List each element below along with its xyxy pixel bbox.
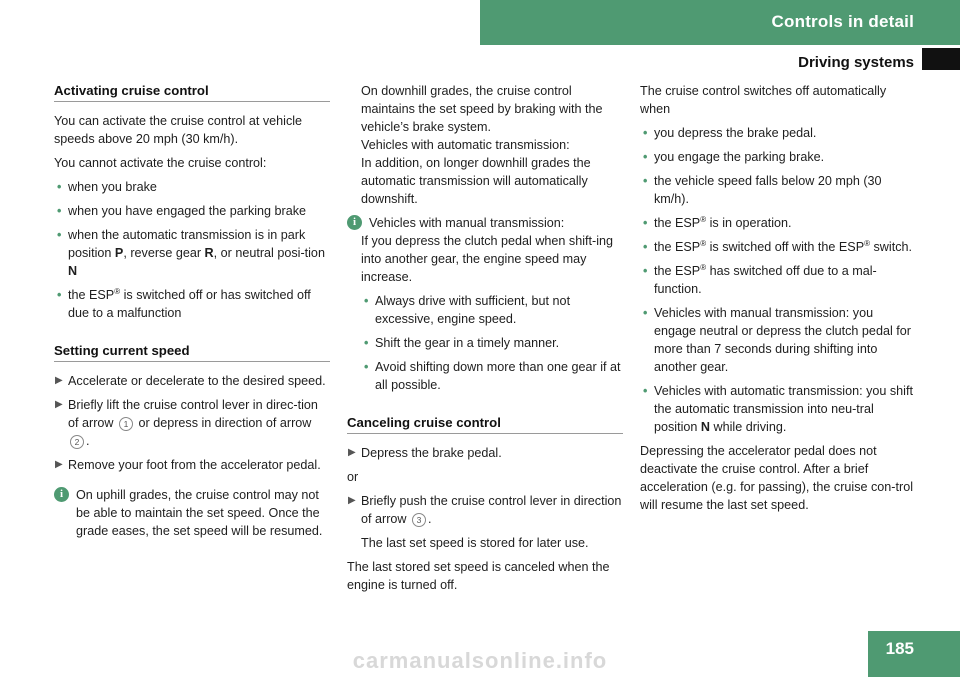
column-2 — [347, 82, 623, 600]
paragraph: The last stored set speed is canceled when the engine is turned off. — [347, 560, 610, 592]
step: ▶ Remove your foot from the accelerator pedal. — [55, 458, 321, 472]
bullet-icon: • — [643, 240, 648, 254]
bullet-icon: • — [643, 384, 648, 398]
list-item: • the ESP® is switched off with the ESP® switch. — [643, 238, 912, 254]
callout-2-icon: 2 — [70, 435, 84, 449]
info-note: i On uphill grades, the cruise control may not be able to maintain the set speed. Once the grade eases, the set speed will be resumed. — [54, 486, 330, 540]
list-item: • Shift the gear in a timely manner. — [364, 336, 560, 350]
callout-1-icon: 1 — [119, 417, 133, 431]
step: ▶ Accelerate or decelerate to the desired speed. — [55, 374, 326, 388]
info-note: i Vehicles with manual transmission: If you depress the clutch pedal when shift-ing into another gear, the engine speed may increase. — [347, 214, 623, 286]
step-arrow-icon: ▶ — [348, 495, 356, 506]
list-item: • you engage the parking brake. — [643, 150, 825, 164]
paragraph: The cruise control switches off automatically when — [640, 84, 887, 116]
step-arrow-icon: ▶ — [55, 459, 63, 470]
bullet-icon: • — [57, 288, 62, 302]
list-item: • the ESP® is in operation. — [643, 214, 792, 230]
bullet-icon: • — [643, 306, 648, 320]
page-number: 185 — [885, 639, 914, 658]
bullet-icon: • — [57, 180, 62, 194]
bullet-icon: • — [364, 336, 369, 350]
list-item: • you depress the brake pedal. — [643, 126, 817, 140]
list-item: • Vehicles with manual transmission: you engage neutral or depress the clutch pedal for more than 7 seconds during shifting into another gear. — [643, 306, 911, 374]
watermark: carmanualsonline.info — [352, 648, 608, 673]
list-item: • when the automatic transmission is in park position P, reverse gear R, or neutral posi-tion N — [57, 228, 325, 278]
list-item: • when you brake — [57, 180, 157, 194]
step: ▶ Briefly lift the cruise control lever in direc-tion of arrow 1 or depress in direction of arrow 2 . — [55, 398, 318, 448]
paragraph: You cannot activate the cruise control: — [54, 156, 267, 170]
bullet-icon: • — [643, 174, 648, 188]
list-item: • Always drive with sufficient, but not excessive, engine speed. — [364, 294, 571, 326]
bullet-icon: • — [643, 216, 648, 230]
column-1 — [54, 82, 330, 546]
bullet-icon: • — [643, 126, 648, 140]
step-note: The last set speed is stored for later use. — [361, 536, 589, 550]
paragraph: On downhill grades, the cruise control maintains the set speed by braking with the vehicle’s brake system. Vehicles with automatic transmission: In addition, on longer downhill grades the automatic transmission will automatically downshift. — [361, 84, 603, 206]
paragraph: Depressing the accelerator pedal does not deactivate the cruise control. After a brief acceleration (e.g. for passing), the cruise con-trol will resume the last set speed. — [640, 444, 913, 512]
column-3 — [640, 82, 916, 520]
info-icon: i — [54, 487, 69, 502]
info-icon: i — [347, 215, 362, 230]
callout-3-icon: 3 — [412, 513, 426, 527]
step-arrow-icon: ▶ — [55, 375, 63, 386]
or-text: or — [347, 470, 359, 484]
list-item: • when you have engaged the parking brake — [57, 204, 307, 218]
canceling-heading: Canceling cruise control — [347, 414, 623, 434]
setting-heading: Setting current speed — [54, 342, 330, 362]
step-arrow-icon: ▶ — [55, 399, 63, 410]
step: ▶ Depress the brake pedal. — [348, 446, 502, 460]
chapter-title: Controls in detail — [771, 12, 914, 31]
step: ▶ Briefly push the cruise control lever in direction of arrow 3 . — [348, 494, 622, 526]
bullet-icon: • — [643, 264, 648, 278]
bullet-icon: • — [364, 294, 369, 308]
list-item: • the ESP® has switched off due to a mal-function. — [643, 262, 877, 296]
bullet-icon: • — [643, 150, 648, 164]
bullet-icon: • — [364, 360, 369, 374]
step-arrow-icon: ▶ — [348, 447, 356, 458]
bullet-icon: • — [57, 228, 62, 242]
activating-heading: Activating cruise control — [54, 82, 330, 102]
header-band — [480, 0, 960, 45]
list-item: • the ESP® is switched off or has switched off due to a malfunction — [57, 286, 311, 320]
section-side-tab — [922, 48, 960, 70]
paragraph: You can activate the cruise control at vehicle speeds above 20 mph (30 km/h). — [54, 114, 303, 146]
list-item: • Avoid shifting down more than one gear if at all possible. — [364, 360, 621, 392]
page-number-tab — [868, 631, 960, 677]
list-item: • the vehicle speed falls below 20 mph (30 km/h). — [643, 174, 882, 206]
list-item: • Vehicles with automatic transmission: you shift the automatic transmission into neu-tral position N while driving. — [643, 384, 913, 434]
bullet-icon: • — [57, 204, 62, 218]
section-title: Driving systems — [798, 54, 914, 71]
